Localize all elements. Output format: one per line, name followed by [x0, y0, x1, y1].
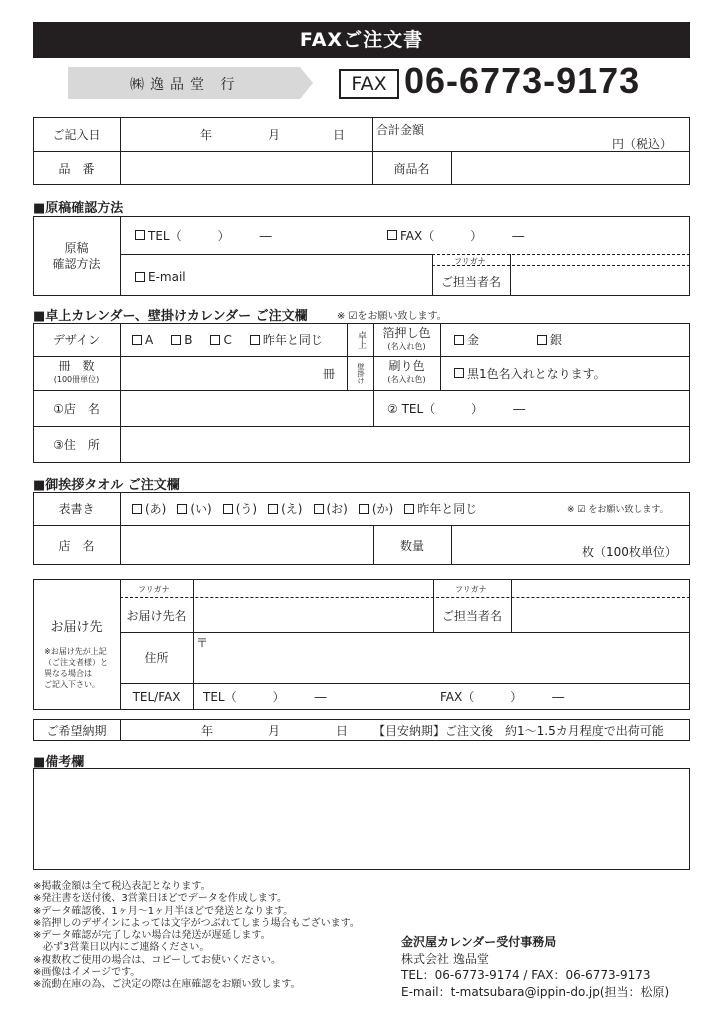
- checkbox-icon[interactable]: [250, 335, 260, 345]
- option-label: C: [223, 332, 232, 347]
- towel-option[interactable]: [268, 500, 302, 517]
- checkbox-icon[interactable]: [177, 504, 187, 514]
- option-label: (か): [371, 502, 394, 516]
- delivery-label: お届け先: [50, 619, 103, 635]
- checkbox-icon[interactable]: [387, 230, 397, 240]
- product-field[interactable]: [452, 152, 689, 184]
- checkbox-icon[interactable]: [223, 504, 233, 514]
- design-option-a[interactable]: [132, 333, 153, 347]
- address-field[interactable]: [121, 427, 689, 462]
- calendar-qty-field[interactable]: [121, 357, 347, 389]
- qty-unit: 冊: [323, 366, 336, 381]
- towel-options: [132, 492, 477, 525]
- print-note: 黒1色名入れとなります。: [467, 366, 606, 381]
- towel-store-field[interactable]: [121, 526, 372, 564]
- design-label: デザイン: [52, 333, 101, 347]
- remarks-section-title: ■備考欄: [33, 755, 85, 770]
- calendar-note: ※ ☑をお願い致します。: [337, 311, 447, 322]
- towel-option[interactable]: [359, 500, 393, 517]
- office-info: [401, 934, 669, 1000]
- design-option-b[interactable]: [171, 333, 192, 347]
- item-no-label: 品 番: [58, 161, 95, 176]
- yen-tax-label: 円（税込）: [612, 137, 673, 151]
- checkbox-icon[interactable]: [132, 504, 142, 514]
- footnote: ※掲載金額は全て税込表記となります。: [33, 881, 211, 892]
- design-option-c[interactable]: [210, 333, 231, 347]
- deadline-label: ご希望納期: [46, 723, 107, 738]
- checkbox-icon[interactable]: [210, 335, 220, 345]
- foil-options: [454, 323, 562, 356]
- checkbox-icon[interactable]: [454, 368, 464, 378]
- proof-email-label: E-mail: [148, 270, 186, 284]
- furigana-label: フリガナ: [455, 585, 487, 594]
- proof-tel-option[interactable]: [135, 222, 272, 248]
- proof-tel-label: TEL（ ） ―: [148, 228, 272, 243]
- store-label: ①店 名: [53, 401, 100, 416]
- recipient-label: ㈱逸品堂 行: [130, 77, 241, 93]
- remarks-field[interactable]: [33, 768, 690, 870]
- front-label: 表書き: [58, 502, 95, 516]
- foil-label: 箔押し色: [382, 325, 431, 340]
- day-label: 日: [333, 127, 346, 142]
- postal-icon: 〒: [196, 636, 209, 650]
- option-label: 昨年と同じ: [262, 333, 323, 347]
- checkbox-icon[interactable]: [314, 504, 324, 514]
- fax-label: FAX: [339, 69, 399, 99]
- footnote: 必ず3営業日以内にご連絡ください。: [33, 942, 210, 954]
- checkbox-icon[interactable]: [454, 335, 464, 345]
- footnote: ※データ確認後、1ヶ月〜1ヶ月半ほどで発送となります。: [33, 905, 294, 917]
- delivery-fax: FAX（ ） ―: [440, 690, 565, 704]
- office-title: 金沢屋カレンダー受付事務局: [401, 935, 557, 949]
- checkbox-icon[interactable]: [135, 272, 145, 282]
- tel2-label: ② TEL（ ） ―: [387, 401, 526, 416]
- towel-store-label: 店 名: [58, 538, 95, 553]
- option-label: (い): [190, 502, 212, 516]
- towel-option[interactable]: [223, 500, 257, 517]
- delivery-address-field[interactable]: [194, 648, 689, 682]
- desk-label: 卓上: [356, 331, 366, 349]
- print-option[interactable]: [454, 356, 606, 390]
- foil-label-cell: [373, 323, 440, 356]
- page-title: FAXご注文書: [33, 22, 690, 58]
- qty-sub: (100冊単位): [53, 375, 100, 384]
- deadline-day: 日: [336, 723, 349, 738]
- proof-label: 原稿 確認方法: [52, 241, 101, 271]
- towel-option[interactable]: [314, 500, 348, 517]
- checkbox-icon[interactable]: [404, 504, 414, 514]
- footnotes: [33, 881, 360, 992]
- address-label: ③住 所: [53, 438, 100, 452]
- checkbox-icon[interactable]: [171, 335, 181, 345]
- wall-label: 壁掛け: [357, 363, 365, 384]
- proof-contact-label: ご担当者名: [440, 274, 501, 289]
- option-label: (え): [281, 502, 303, 516]
- qty-label: 冊 数: [58, 359, 95, 373]
- footnote: ※発注書を送付後、3営業日ほどでデータを作成します。: [33, 893, 287, 905]
- foil-silver-option[interactable]: [537, 331, 562, 348]
- office-company: 株式会社 逸品堂: [401, 951, 489, 966]
- calendar-section-title: ■卓上カレンダー、壁掛けカレンダー ご注文欄: [33, 309, 308, 324]
- proof-email-option[interactable]: [135, 264, 186, 290]
- checkbox-icon[interactable]: [537, 335, 547, 345]
- office-email: E-mail：t-matsubara@ippin-do.jp(担当：松原): [401, 984, 670, 999]
- option-label: A: [145, 332, 154, 347]
- option-label: 金: [467, 333, 480, 347]
- towel-option[interactable]: [404, 500, 477, 517]
- design-option-same[interactable]: [250, 331, 323, 348]
- item-no-field[interactable]: [121, 152, 371, 184]
- telfax-label: TEL/FAX: [132, 689, 181, 704]
- office-telfax: TEL：06-6773-9174 / FAX：06-6773-9173: [401, 968, 651, 982]
- towel-option[interactable]: [132, 500, 166, 517]
- print-label-cell: [373, 356, 440, 390]
- deadline-year: 年: [201, 723, 214, 738]
- towel-qty-label: 数量: [399, 538, 424, 553]
- footnote: ※箔押しのデザインによっては文字がつぶれてしまう場合もございます。: [33, 917, 360, 929]
- option-label: 昨年と同じ: [417, 502, 478, 516]
- option-label: 銀: [550, 333, 563, 347]
- qty-label-cell: [33, 356, 120, 390]
- option-label: B: [184, 332, 193, 347]
- checkbox-icon[interactable]: [268, 504, 278, 514]
- towel-note: ※ ☑ をお願い致します。: [567, 505, 669, 515]
- delivery-note: ※お届け先が上記 （ご注文者様）と 異なる場合は ご記入下さい。: [44, 647, 108, 689]
- option-label: (あ): [145, 502, 167, 516]
- print-label: 刷り色: [388, 359, 425, 373]
- footnote: ※流動在庫の為、ご決定の際は在庫確認をお願い致します。: [33, 979, 301, 991]
- delivery-tel: TEL（ ） ―: [203, 690, 327, 704]
- proof-section-title: ■原稿確認方法: [33, 201, 124, 216]
- towel-option[interactable]: [177, 500, 211, 517]
- month-label: 月: [268, 127, 281, 142]
- footnote: ※画像はイメージです。: [33, 967, 141, 979]
- recipient-company: [68, 67, 313, 99]
- print-sub: (名入れ色): [387, 375, 426, 384]
- proof-fax-label: FAX（ ） ―: [400, 228, 525, 243]
- fax-number: 06-6773-9173: [404, 60, 641, 101]
- checkbox-icon[interactable]: [359, 504, 369, 514]
- option-label: (お): [326, 502, 348, 516]
- footnote: ※データ確認が完了しない場合は発送が遅延します。: [33, 930, 271, 942]
- deadline-month: 月: [268, 723, 281, 738]
- proof-table: [33, 216, 690, 296]
- delivery-contact-label: ご担当者名: [441, 608, 502, 623]
- option-label: (う): [235, 502, 258, 516]
- date-label: ご記入日: [52, 127, 101, 142]
- checkbox-icon[interactable]: [135, 230, 145, 240]
- checkbox-icon[interactable]: [132, 335, 142, 345]
- furigana-label: フリガナ: [454, 257, 486, 266]
- foil-gold-option[interactable]: [454, 331, 479, 348]
- store-field[interactable]: [121, 391, 372, 425]
- year-label: 年: [200, 127, 213, 142]
- footnote: ※複数枚ご使用の場合は、コピーしてお使いください。: [33, 954, 281, 966]
- deadline-note: 【目安納期】ご注文後 約1〜1.5カ月程度で出荷可能: [373, 723, 664, 738]
- design-options: [132, 323, 323, 356]
- towel-section-title: ■御挨拶タオル ご注文欄: [33, 478, 180, 493]
- product-label: 商品名: [393, 161, 430, 176]
- towel-qty-unit: 枚（100枚単位）: [582, 544, 677, 559]
- proof-fax-option[interactable]: [387, 222, 524, 248]
- furigana-label: フリガナ: [138, 585, 170, 594]
- delivery-address-label: 住所: [144, 651, 169, 665]
- foil-sub: (名入れ色): [387, 341, 426, 351]
- total-label: 合計金額: [376, 123, 425, 137]
- dest-label: お届け先名: [126, 608, 187, 623]
